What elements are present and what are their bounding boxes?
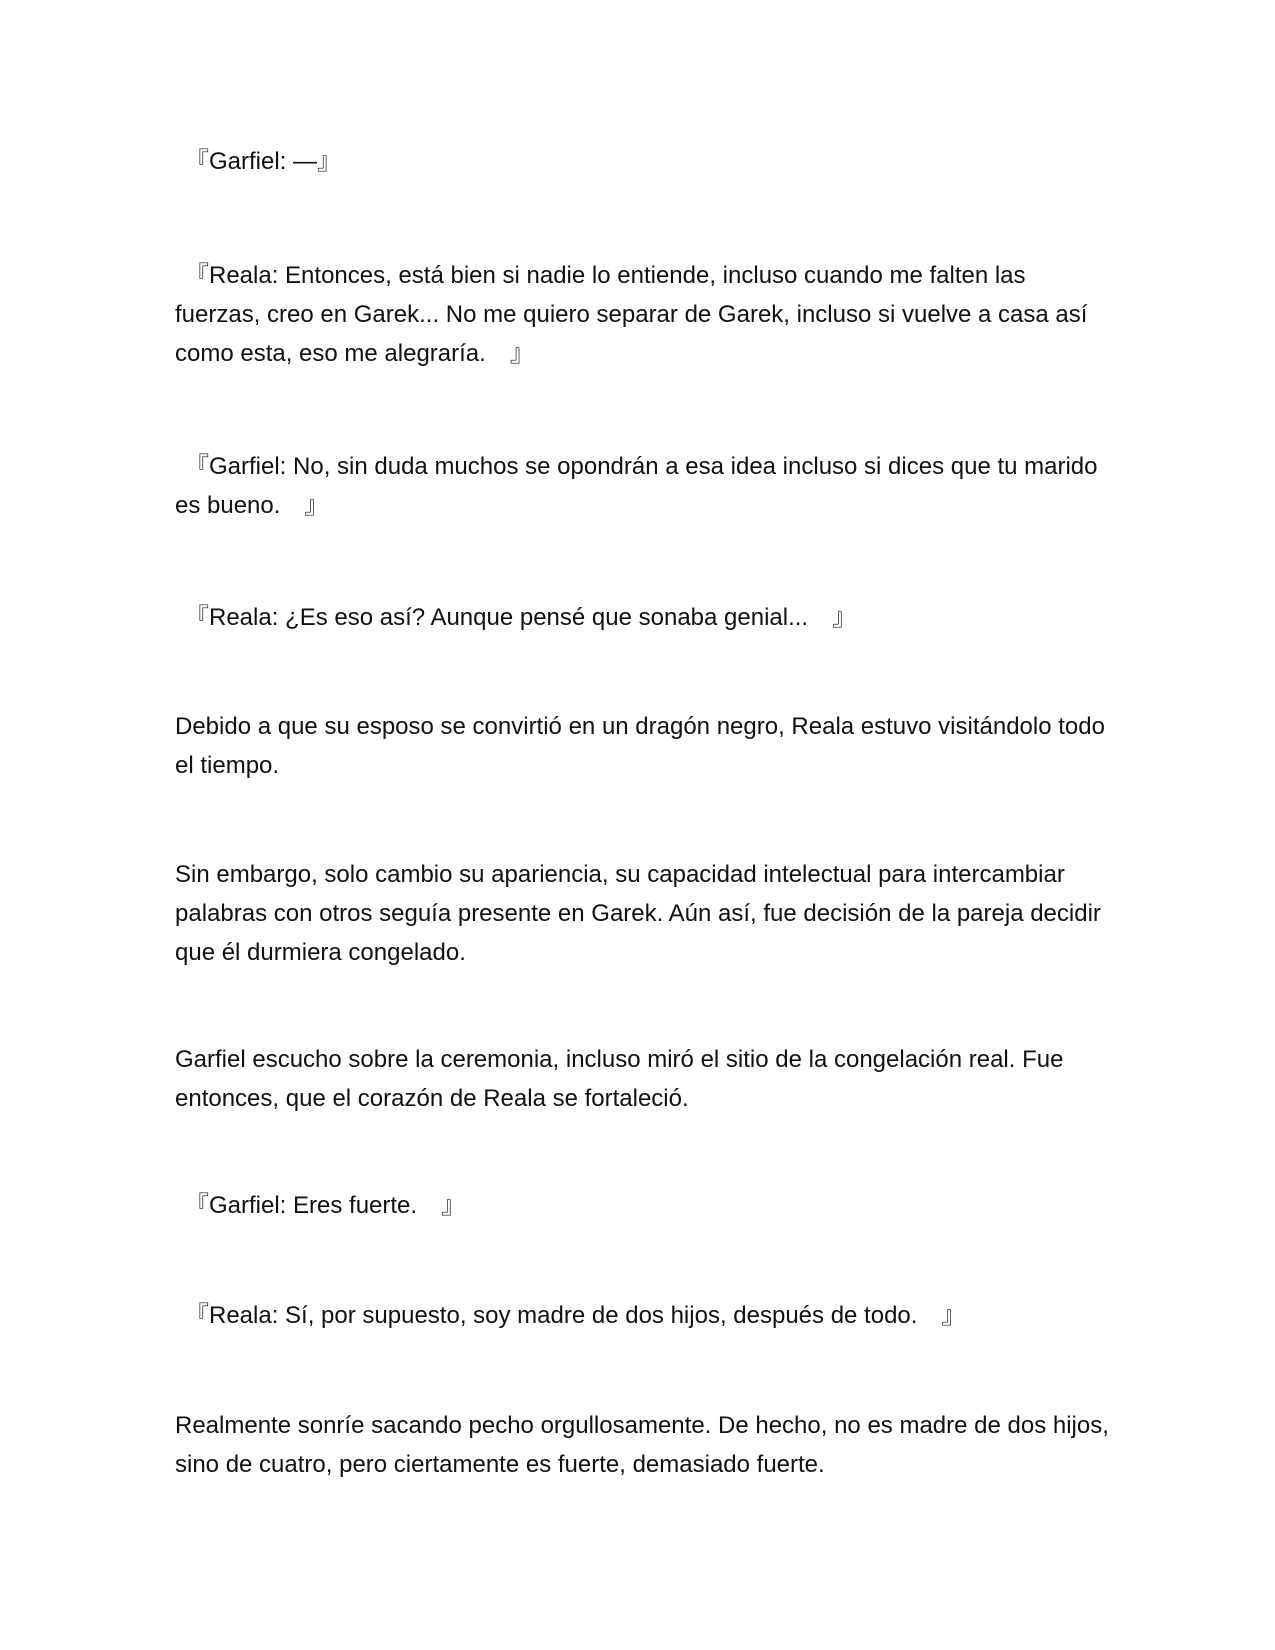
narration-paragraph: Garfiel escucho sobre la ceremonia, incluso miró el sitio de la congelación real. Fue entonces, que el corazón de Reala se fortaleció.: [175, 1046, 1064, 1112]
dialogue-paragraph: 『Garfiel: No, sin duda muchos se opondrán a esa idea incluso si dices que tu marido es bueno. 』: [175, 453, 1098, 519]
dialogue-paragraph: 『Reala: ¿Es eso así? Aunque pensé que sonaba genial... 』: [185, 604, 857, 631]
dialogue-paragraph: 『Reala: Entonces, está bien si nadie lo entiende, incluso cuando me falten las fuerzas, creo en Garek... No me quiero separar de Garek, incluso si vuelve a casa así como esta, eso me alegraría. 』: [175, 262, 1088, 367]
dialogue-paragraph: 『Garfiel: Eres fuerte. 』: [185, 1192, 466, 1219]
narration-paragraph: Sin embargo, solo cambio su apariencia, su capacidad intelectual para intercambiar palabras con otros seguía presente en Garek. Aún así, fue decisión de la pareja decidir que él durmiera congelado.: [175, 861, 1101, 966]
dialogue-paragraph: 『Reala: Sí, por supuesto, soy madre de dos hijos, después de todo. 』: [185, 1302, 966, 1329]
narration-paragraph: Realmente sonríe sacando pecho orgullosamente. De hecho, no es madre de dos hijos, sino de cuatro, pero ciertamente es fuerte, demasiado fuerte.: [175, 1412, 1109, 1478]
narration-paragraph: Debido a que su esposo se convirtió en un dragón negro, Reala estuvo visitándolo todo el tiempo.: [175, 713, 1105, 779]
dialogue-paragraph: 『Garfiel: —』: [185, 148, 342, 175]
